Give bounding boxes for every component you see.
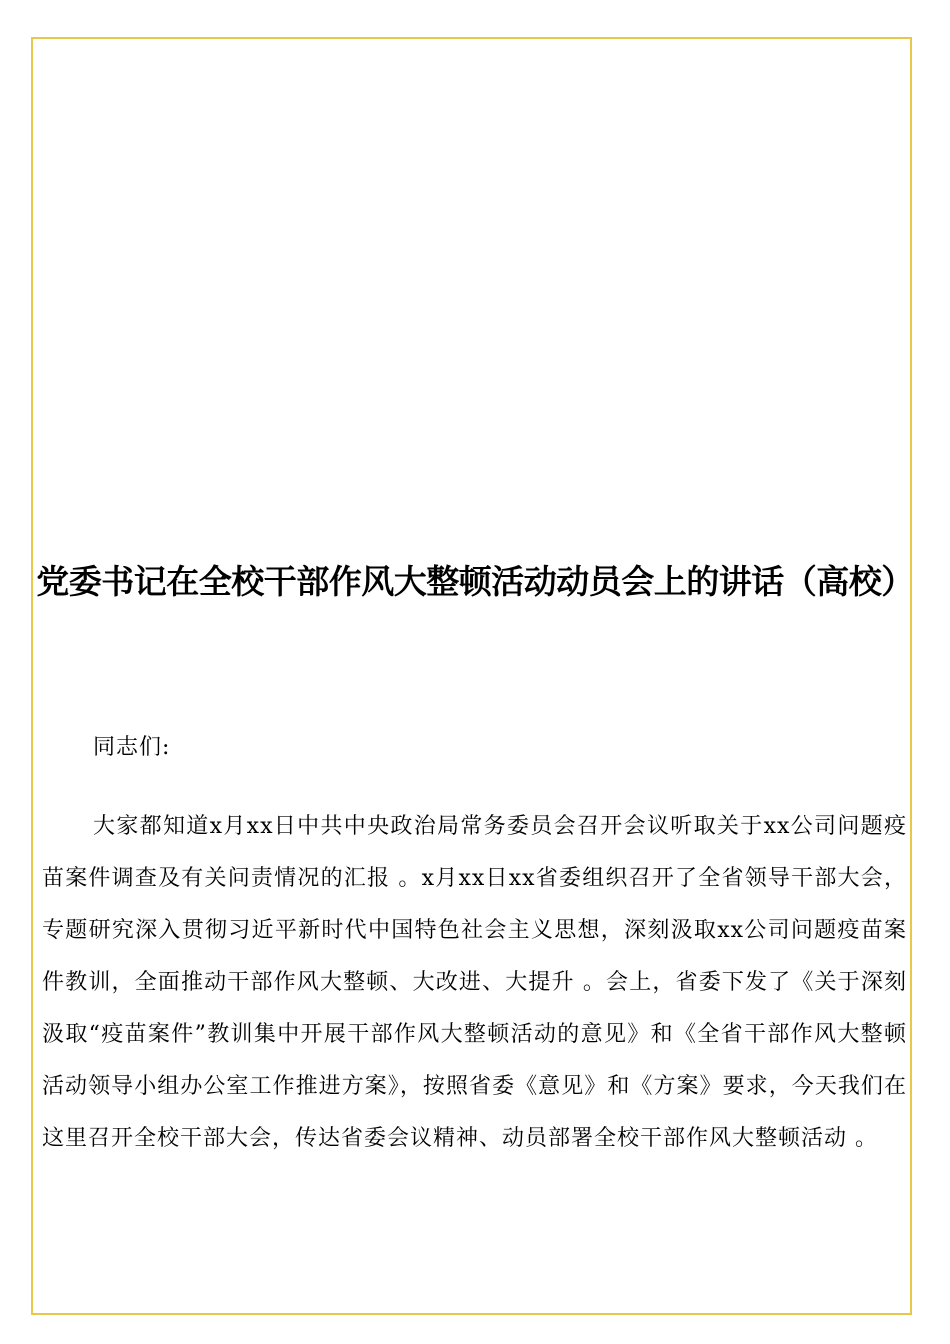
body-paragraph: 大家都知道x月xx日中共中央政治局常务委员会召开会议听取关于xx公司问题疫苗案件调查及有关问责情况的汇报 。x月xx日xx省委组织召开了全省领导干部大会，专题研究深入贯彻习近平新时代中国特色社会主义思想，深刻汲取xx公司问题疫苗案件教训，全面推动干部作风大整顿、大改进、大提升 。会上，省委下发了《关于深刻汲取“疫苗案件”教训集中开展干部作风大整顿活动的意见》和《全省干部作风大整顿活动领导小组办公室工作推进方案》，按照省委《意见》和《方案》要求，今天我们在这里召开全校干部大会，传达省委会议精神、动员部署全校干部作风大整顿活动 。 [42, 814, 907, 1151]
document-title: 党委书记在全校干部作风大整顿活动动员会上的讲话（高校） [36, 562, 914, 601]
salutation: 同志们: [93, 735, 171, 760]
